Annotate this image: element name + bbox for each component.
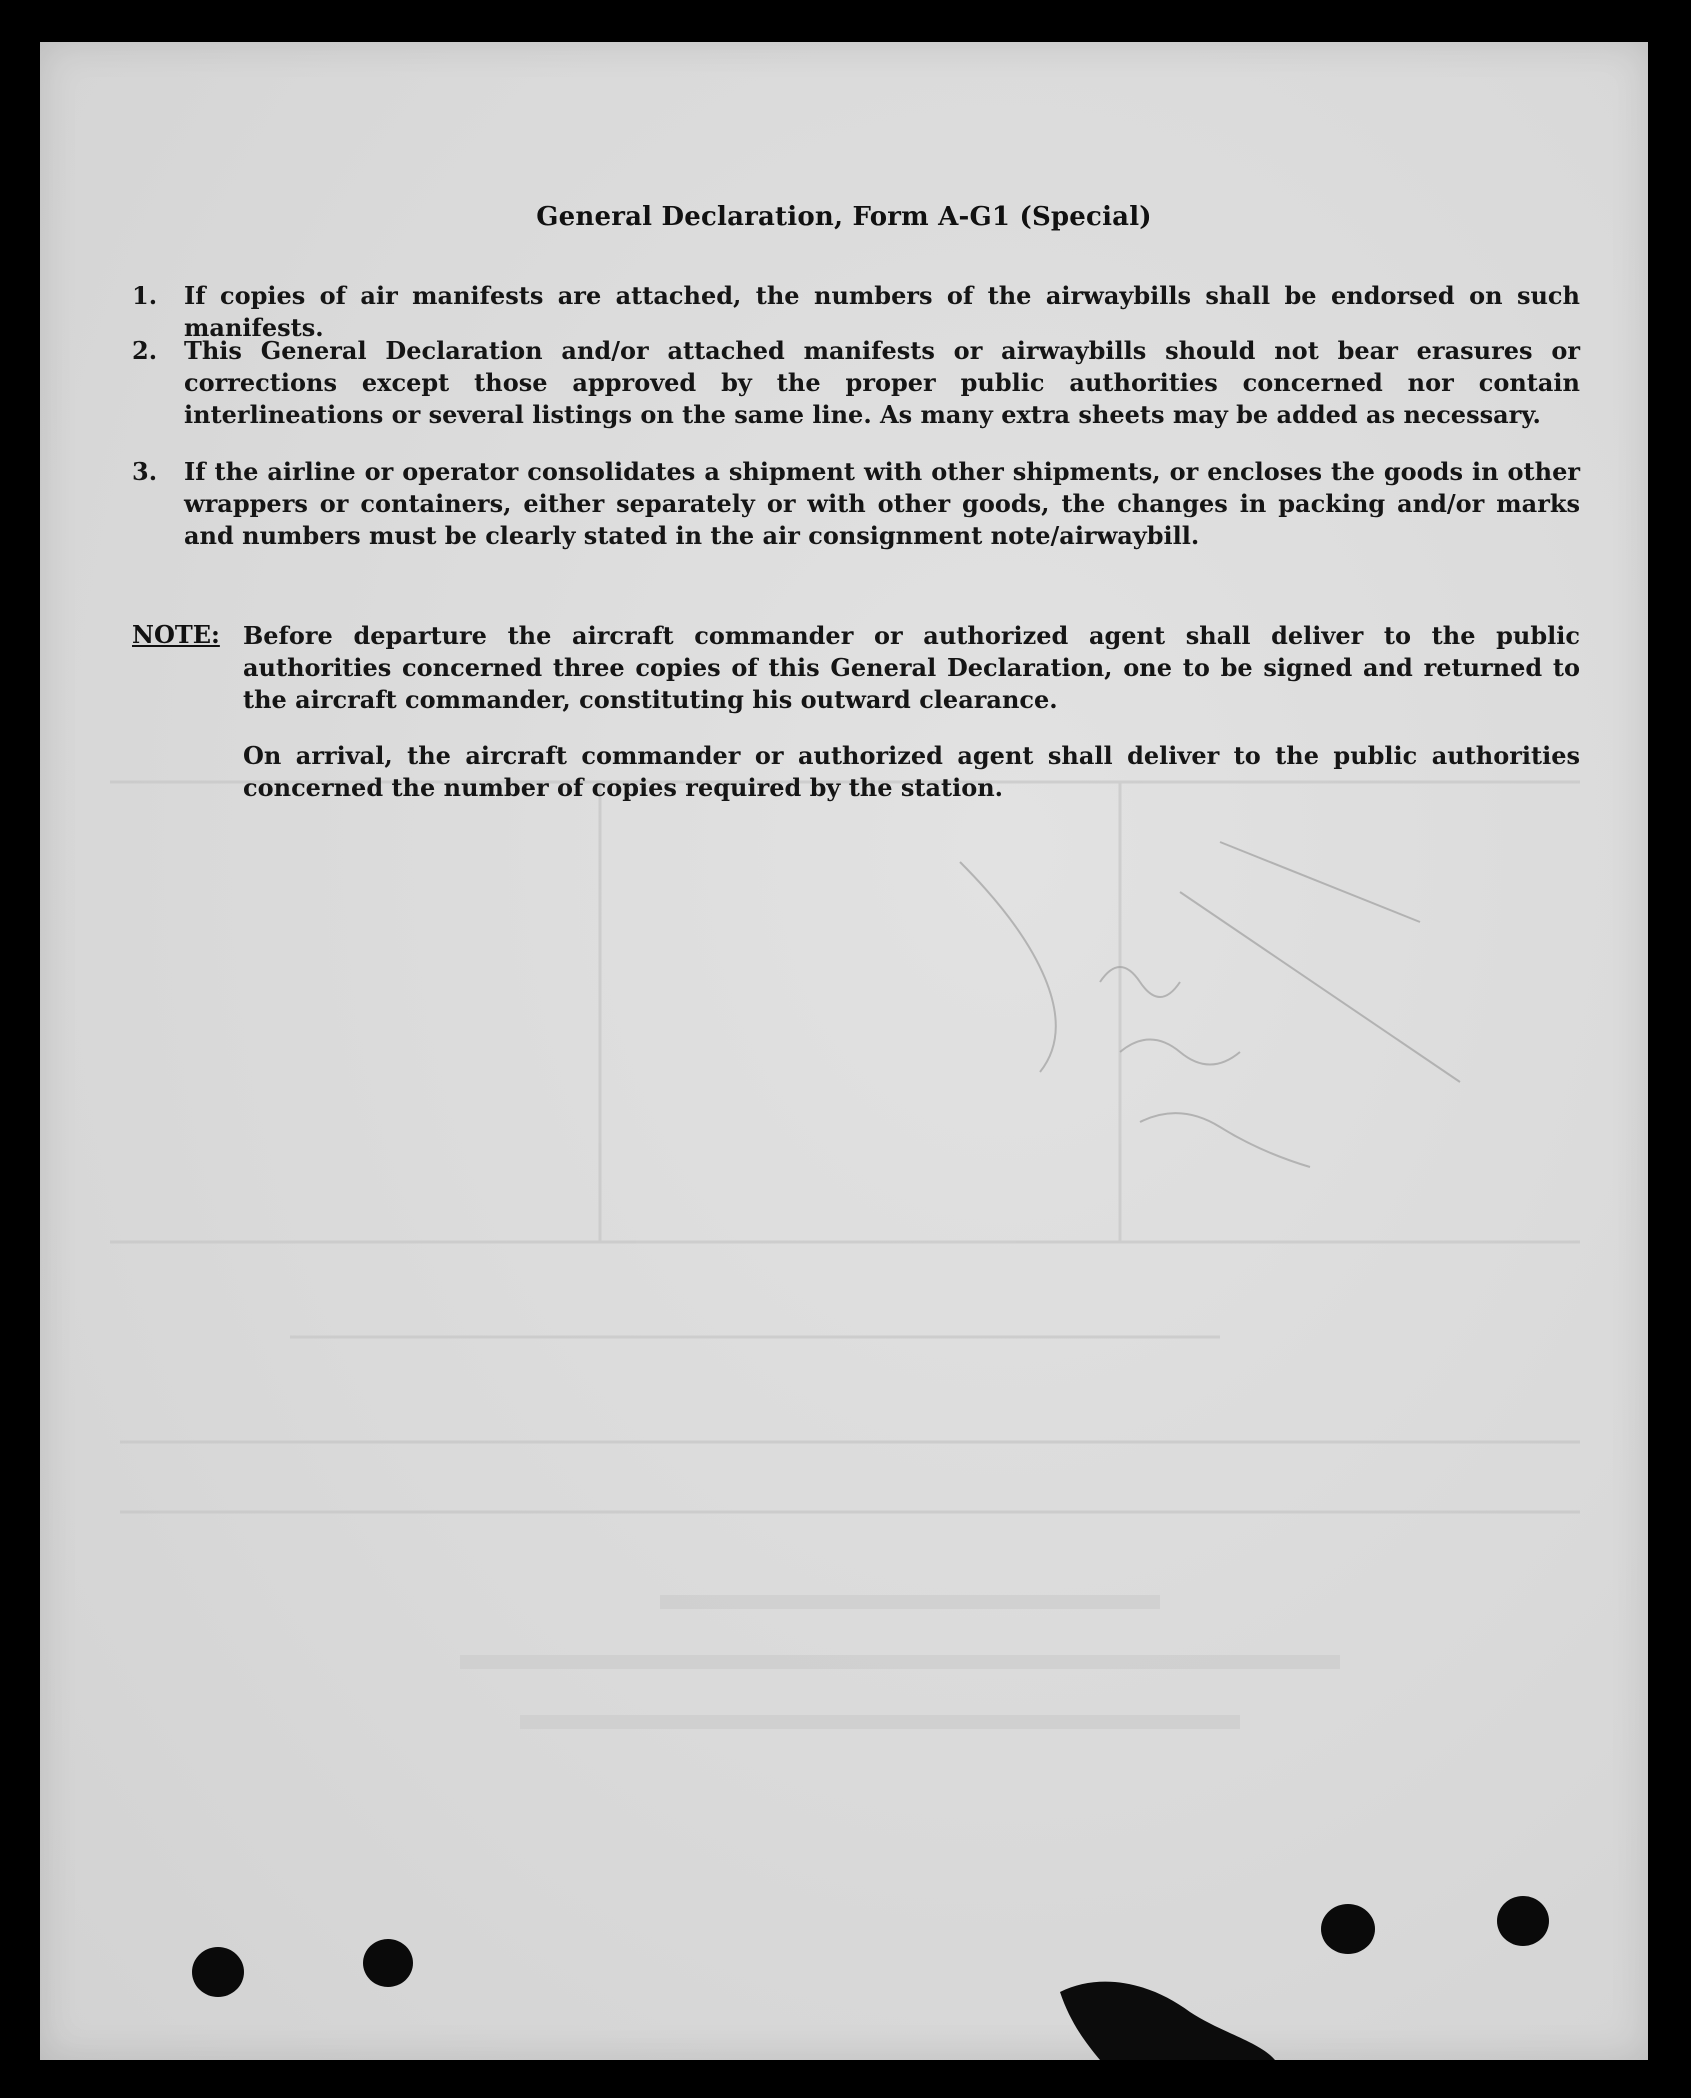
item-text: If copies of air manifests are attached, the numbers of the airwaybills shall be endorsed on such manifests. bbox=[184, 281, 1580, 342]
document-page bbox=[40, 42, 1648, 2060]
item-number: 1. bbox=[132, 281, 158, 310]
punch-hole bbox=[1497, 1896, 1549, 1946]
item-number: 2. bbox=[132, 336, 158, 365]
instruction-item-3 bbox=[132, 456, 1580, 552]
note-paragraph-1: Before departure the aircraft commander or authorized agent shall deliver to the public authorities concerned three copies of this General Declaration, one to be signed and returned to the aircraft commander, constituting his outward clearance. bbox=[243, 621, 1580, 714]
instruction-item-2 bbox=[132, 335, 1580, 431]
punch-hole bbox=[363, 1939, 413, 1987]
item-text: This General Declaration and/or attached manifests or airwaybills should not bear erasures or corrections except those approved by the proper public authorities concerned nor contain interlineations or several listings on the same line. As many extra sheets may be added as necessary. bbox=[184, 336, 1580, 429]
ink-smudge bbox=[1040, 1972, 1280, 2062]
item-number: 3. bbox=[132, 457, 158, 486]
note-label: NOTE: bbox=[132, 620, 220, 649]
punch-hole bbox=[1321, 1904, 1375, 1954]
item-text: If the airline or operator consolidates a shipment with other shipments, or encloses the goods in other wrappers or containers, either separately or with other goods, the changes in packing and/or marks and numbers must be clearly stated in the air consignment note/airwaybill. bbox=[184, 457, 1580, 550]
punch-hole bbox=[192, 1947, 244, 1997]
form-title: General Declaration, Form A-G1 (Special) bbox=[536, 202, 1152, 232]
note-paragraph-2: On arrival, the aircraft commander or authorized agent shall deliver to the public authorities concerned the number of copies required by the station. bbox=[243, 741, 1580, 802]
